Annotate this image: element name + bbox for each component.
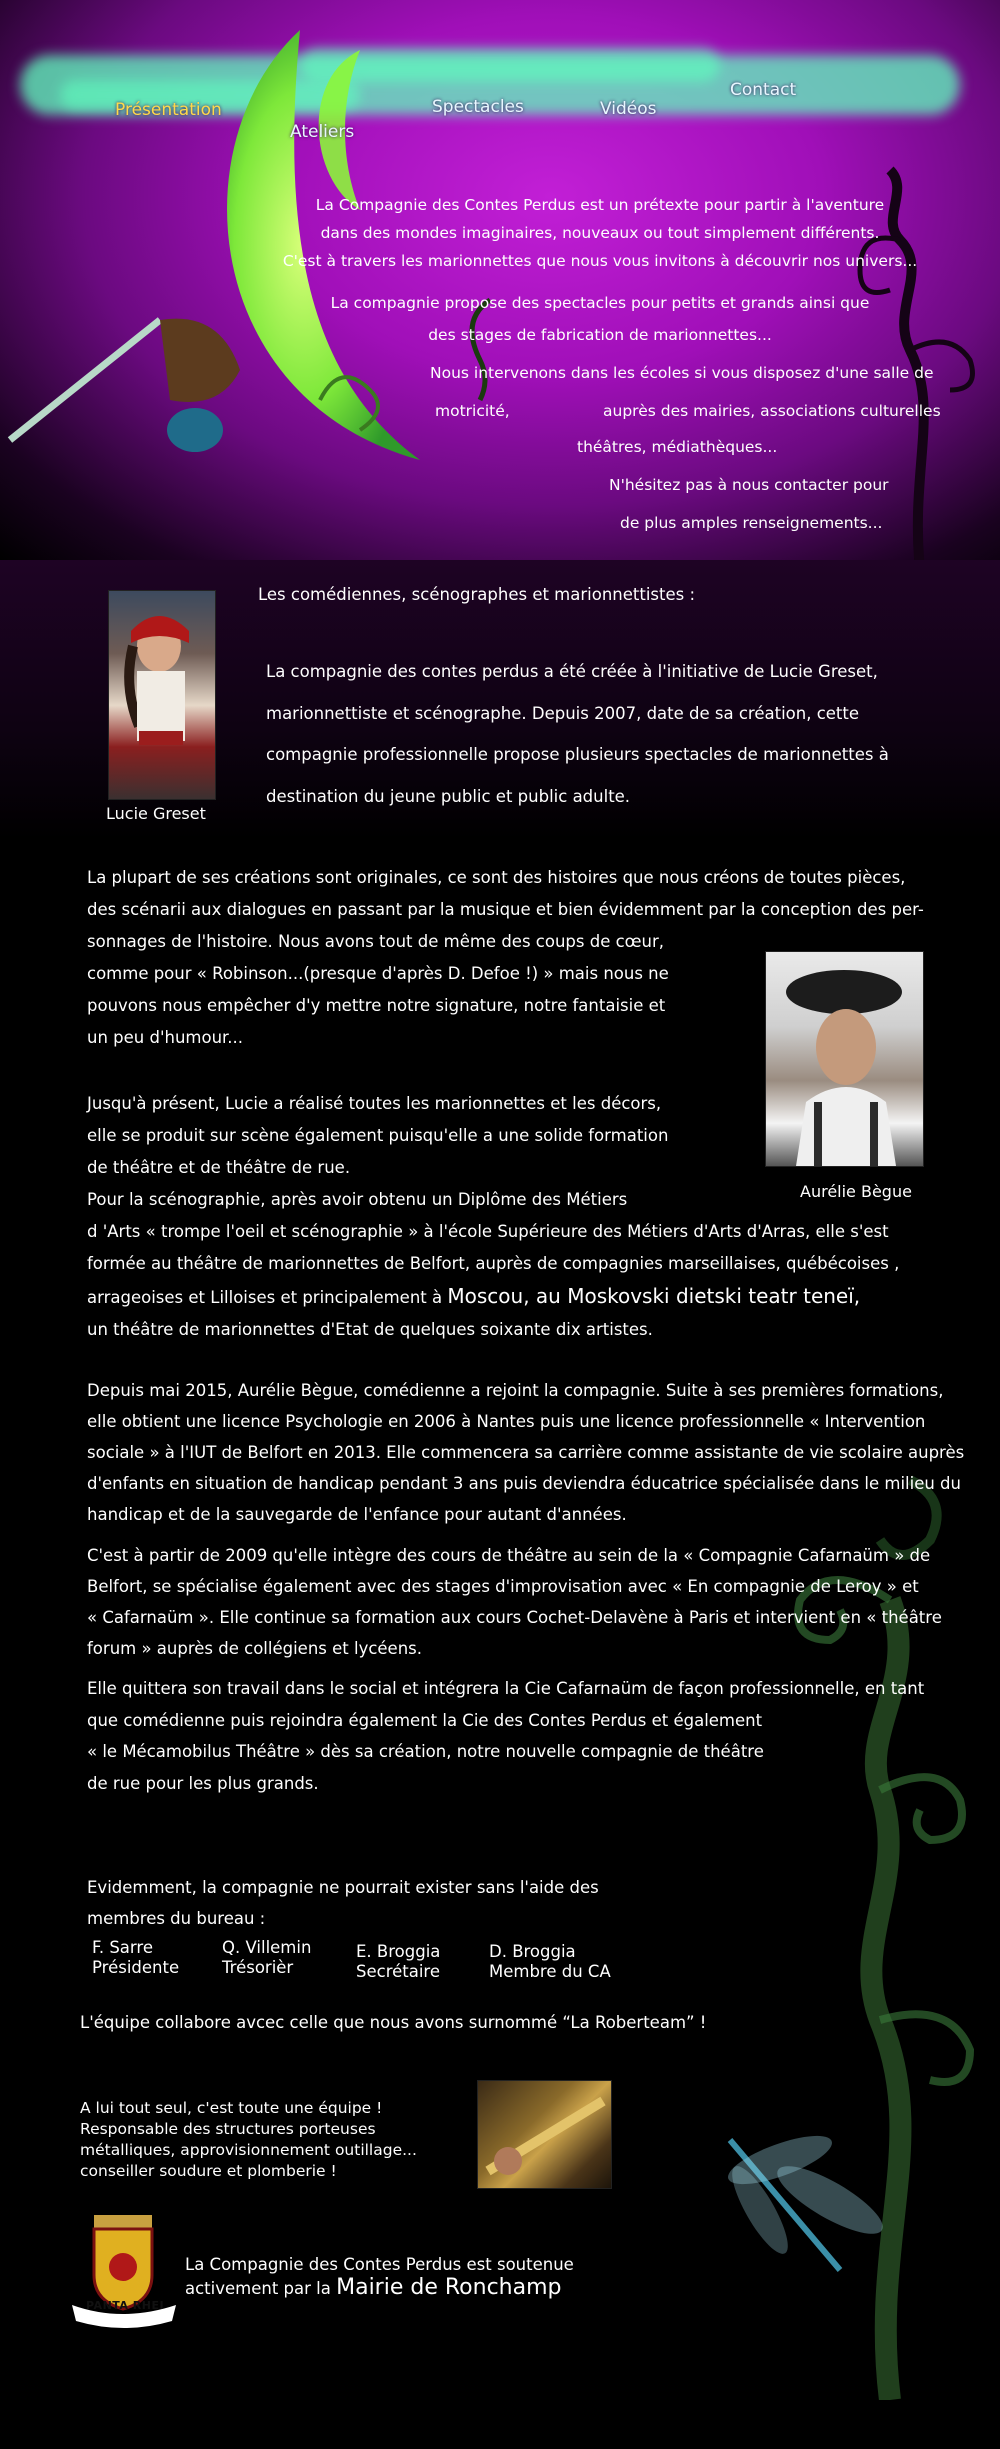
- text-line: formée au théâtre de marionnettes de Belfort, auprès de compagnies marseillaises, québécoises ,: [87, 1254, 900, 1273]
- text-line: compagnie professionnelle propose plusieurs spectacles de marionnettes à: [266, 745, 889, 764]
- text-line: de théâtre et de théâtre de rue.: [87, 1158, 351, 1177]
- text-line: Pour la scénographie, après avoir obtenu un Diplôme des Métiers: [87, 1190, 628, 1209]
- text-line: de rue pour les plus grands.: [87, 1773, 319, 1793]
- intro-line: théâtres, médiathèques...: [577, 438, 778, 456]
- text-line: d'enfants en situation de handicap pendant 3 ans puis deviendra éducatrice spécialisée dans le milieu du: [87, 1474, 961, 1493]
- text-line: handicap et de la sauvegarde de l'enfance pour autant d'années.: [87, 1505, 627, 1524]
- robert-text: [80, 2098, 440, 2182]
- nav-videos[interactable]: Vidéos: [600, 99, 657, 119]
- intro-line: de plus amples renseignements...: [620, 514, 883, 532]
- text-line: Evidemment, la compagnie ne pourrait exister sans l'aide des: [87, 1878, 599, 1897]
- text-line: destination du jeune public et public adulte.: [266, 786, 631, 806]
- bureau-intro: [87, 1872, 599, 1934]
- text-span: activement par la: [185, 2279, 331, 2298]
- nav-ateliers[interactable]: Ateliers: [290, 122, 355, 142]
- text-line: Belfort, se spécialise également avec des stages d'improvisation avec « En compagnie de Leroy » et: [87, 1577, 919, 1596]
- bureau-member: [356, 1942, 440, 1982]
- nav-presentation[interactable]: Présentation: [115, 100, 222, 120]
- intro-line: Nous intervenons dans les écoles si vous disposez d'une salle de: [430, 364, 934, 382]
- text-line: métalliques, approvisionnement outillage...: [80, 2141, 417, 2159]
- text-line: La compagnie des contes perdus a été créée à l'initiative de Lucie Greset,: [266, 662, 878, 681]
- text-line: sociale » à l'IUT de Belfort en 2013. Elle commencera sa carrière comme assistante de vie scolaire auprès: [87, 1443, 965, 1462]
- text-line: « le Mécamobilus Théâtre » dès sa création, notre nouvelle compagnie de théâtre: [87, 1742, 764, 1761]
- text-line: La plupart de ses créations sont originales, ce sont des histoires que nous créons de toutes pièces,: [87, 868, 906, 887]
- lucie-text: [266, 651, 889, 817]
- team-heading: Les comédiennes, scénographes et marionnettistes :: [258, 585, 696, 604]
- robert-photo: [477, 2080, 612, 2189]
- footer-line: [185, 2275, 561, 2300]
- intro-line: N'hésitez pas à nous contacter pour: [609, 476, 889, 494]
- text-line: A lui tout seul, c'est toute une équipe !: [80, 2099, 383, 2117]
- dragonfly-icon: [690, 2120, 920, 2300]
- text-line: C'est à partir de 2009 qu'elle intègre des cours de théâtre au sein de la « Compagnie Cafarnaüm » de: [87, 1546, 931, 1565]
- text-line: elle obtient une licence Psychologie en 2006 à Nantes puis une licence professionnelle « Intervention: [87, 1412, 926, 1431]
- text-line: Jusqu'à présent, Lucie a réalisé toutes les marionnettes et les décors,: [87, 1094, 662, 1113]
- member-name: E. Broggia: [356, 1942, 441, 1961]
- paragraph-lucie: [87, 1088, 899, 1346]
- coat-of-arms-icon: [68, 2213, 180, 2333]
- text-line: forum » auprès de collégiens et lycéens.: [87, 1639, 423, 1658]
- text-line: que comédienne puis rejoindra également la Cie des Contes Perdus et également: [87, 1710, 763, 1730]
- paragraph-cafarnaum: [87, 1673, 967, 1799]
- member-name: Q. Villemin: [222, 1938, 312, 1957]
- intro-line: La Compagnie des Contes Perdus est un prétexte pour partir à l'aventure: [315, 196, 885, 214]
- paragraph-aurelie: [87, 1375, 967, 1530]
- member-role: Membre du CA: [489, 1962, 611, 1981]
- intro-line: dans des mondes imaginaires, nouveaux ou tout simplement différents.: [320, 224, 880, 242]
- bureau-member: [489, 1942, 611, 1982]
- member-role: Secrétaire: [356, 1962, 441, 1981]
- crest-motto: PANTA RHEI: [86, 2299, 165, 2312]
- nav-contact[interactable]: Contact: [730, 80, 797, 100]
- member-role: Présidente: [92, 1958, 180, 1977]
- bureau-member: [92, 1938, 179, 1978]
- text-line: comme pour « Robinson...(presque d'après D. Defoe !) » mais nous ne: [87, 964, 669, 983]
- member-name: F. Sarre: [92, 1938, 153, 1957]
- text-line: Responsable des structures porteuses: [80, 2120, 376, 2138]
- lucie-photo: [108, 590, 216, 800]
- intro-line: La compagnie propose des spectacles pour petits et grands ainsi que: [330, 294, 870, 312]
- text-line: conseiller soudure et plomberie !: [80, 2162, 337, 2180]
- text-line: membres du bureau :: [87, 1909, 266, 1928]
- text-line: pouvons nous empêcher d'y mettre notre signature, notre fantaisie et: [87, 996, 666, 1015]
- text-line: d 'Arts « trompe l'oeil et scénographie » à l'école Supérieure des Métiers d'Arts d'Arras, elle s'est: [87, 1222, 889, 1241]
- lucie-caption: Lucie Greset: [106, 804, 206, 823]
- text-line: [87, 1280, 899, 1314]
- text-line: des scénarii aux dialogues en passant par la musique et bien évidemment par la conception des per-: [87, 900, 924, 919]
- intro-line: C'est à travers les marionnettes que nous vous invitons à découvrir nos univers...: [282, 252, 918, 270]
- text-line: sonnages de l'histoire. Nous avons tout de même des coups de cœur,: [87, 932, 665, 951]
- text-line: Depuis mai 2015, Aurélie Bègue, comédienne a rejoint la compagnie. Suite à ses premières formations,: [87, 1381, 944, 1400]
- text-span: arrageoises et Lilloises et principalement à: [87, 1288, 443, 1307]
- text-line: Elle quittera son travail dans le social et intégrera la Cie Cafarnaüm de façon professionnelle, en tant: [87, 1679, 925, 1698]
- text-line: un peu d'humour...: [87, 1028, 244, 1047]
- text-line: elle se produit sur scène également puisqu'elle a une solide formation: [87, 1126, 669, 1145]
- hero-banner: [0, 0, 1000, 560]
- aurelie-caption: Aurélie Bègue: [800, 1182, 912, 1201]
- roberteam-text: L'équipe collabore avcec celle que nous avons surnommé “La Roberteam” !: [80, 2013, 707, 2032]
- intro-line: des stages de fabrication de marionnettes...: [428, 326, 772, 344]
- footer-line: La Compagnie des Contes Perdus est soutenue: [185, 2255, 574, 2274]
- member-name: D. Broggia: [489, 1942, 576, 1961]
- nav-spectacles[interactable]: Spectacles: [432, 97, 524, 117]
- moscou-highlight: Moscou, au Moskovski dietski teatr teneï,: [447, 1284, 861, 1308]
- paintbrush-icon: [0, 240, 260, 460]
- bureau-member: [222, 1938, 311, 1978]
- paragraph-theatre: [87, 1540, 967, 1664]
- intro-line: auprès des mairies, associations culturelles: [603, 402, 941, 420]
- mairie-link[interactable]: Mairie de Ronchamp: [336, 2275, 562, 2300]
- intro-line: motricité,: [435, 402, 510, 420]
- member-role: Trésorièr: [222, 1958, 294, 1977]
- text-line: « Cafarnaüm ». Elle continue sa formation aux cours Cochet-Delavène à Paris et intervient en « théâtre: [87, 1608, 942, 1627]
- text-line: marionnettiste et scénographe. Depuis 2007, date de sa création, cette: [266, 703, 860, 723]
- text-line: un théâtre de marionnettes d'Etat de quelques soixante dix artistes.: [87, 1320, 653, 1339]
